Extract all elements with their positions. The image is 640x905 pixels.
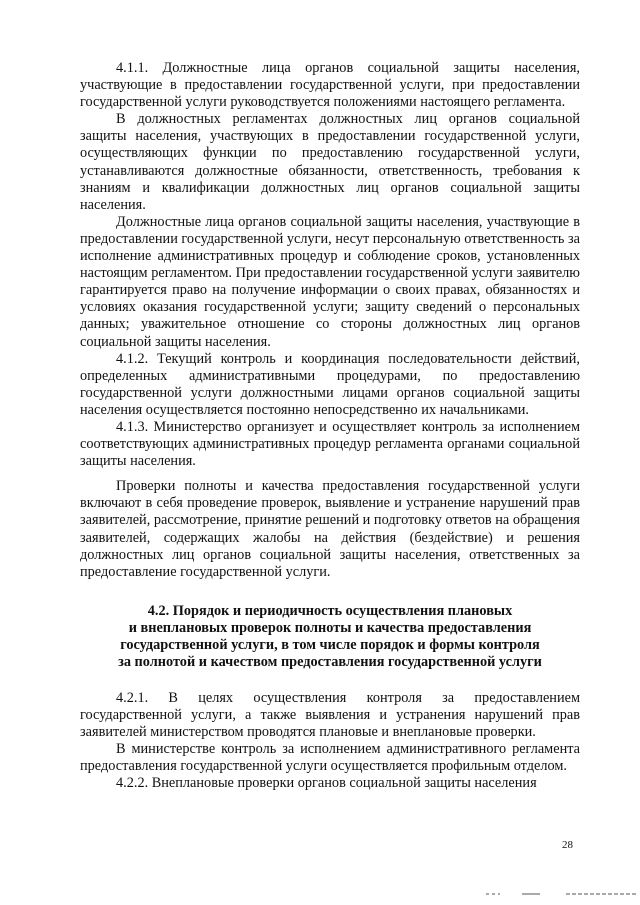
section-heading-4-2 bbox=[80, 603, 580, 672]
paragraph-inspections: Проверки полноты и качества предоставления государственной услуги включают в себя проведение проверок, выявление и устранение нарушений прав заявителей, рассмотрение, принятие решений и подготовку ответов на обращения заявителей, содержащих жалобы на действия (бездействие) и решения должностных лиц органов социальной защиты населения, ответственных за предоставление государственной услуги. bbox=[80, 478, 580, 580]
heading-line: и внеплановых проверок полноты и качества предоставления bbox=[128, 620, 532, 637]
paragraph-4-2-2: 4.2.2. Внеплановые проверки органов социальной защиты населения bbox=[116, 775, 537, 792]
paragraph-4-2-1: 4.2.1. В целях осуществления контроля за предоставлением государственной услуги, а также выявления и устранения нарушений прав заявителей министерством проводятся плановые и внеплановые проверки. bbox=[80, 689, 580, 740]
paragraph-ministry-control: В министерстве контроль за исполнением административного регламента предоставления государственной услуги осуществляется профильным отделом. bbox=[80, 740, 580, 774]
paragraph-job-regulations: В должностных регламентах должностных лиц органов социальной защиты населения, участвующих в предоставлении государственной услуги, осуществляющих функции по предоставлению государственной услуги, устанавливаются должностные обязанности, ответственность, требования к знаниям и квалификации должностных лиц органов социальной защиты населения. bbox=[80, 111, 580, 213]
paragraph-4-1-3: 4.1.3. Министерство организует и осуществляет контроль за исполнением соответствующих административных процедур регламента органами социальной защиты населения. bbox=[80, 418, 580, 470]
page-number: 28 bbox=[562, 839, 573, 851]
paragraph-personal-responsibility: Должностные лица органов социальной защиты населения, участвующие в предоставлении государственной услуги, несут персональную ответственность за исполнение административных процедур и соблюдение сроков, установленных настоящим регламентом. При предоставлении государственной услуги заявителю гарантируется право на получение информации о своих правах, обязанностях и условиях оказания государственной услуги; защиту сведений о персональных данных; уважительное отношение со стороны должностных лиц органов социальной защиты населения. bbox=[80, 213, 581, 350]
paragraph-4-1-1: 4.1.1. Должностные лица органов социальной защиты населения, участвующие в предоставлении государственной услуги, при предоставлении государственной услуги руководствуется положениями настоящего регламента. bbox=[80, 60, 580, 111]
heading-line: за полнотой и качеством предоставления государственной услуги bbox=[118, 654, 542, 671]
document-page bbox=[80, 60, 580, 792]
heading-line: 4.2. Порядок и периодичность осуществления плановых bbox=[147, 602, 513, 619]
paragraph-4-1-2: 4.1.2. Текущий контроль и координация последовательности действий, определенных административными процедурами, по предоставлению государственной услуги должностными лицами органов социальной защиты населения осуществляется постоянно непосредственно их начальниками. bbox=[80, 350, 580, 418]
heading-line: государственной услуги, в том числе порядок и формы контроля bbox=[120, 637, 540, 654]
scan-artifact-marks bbox=[480, 892, 640, 896]
